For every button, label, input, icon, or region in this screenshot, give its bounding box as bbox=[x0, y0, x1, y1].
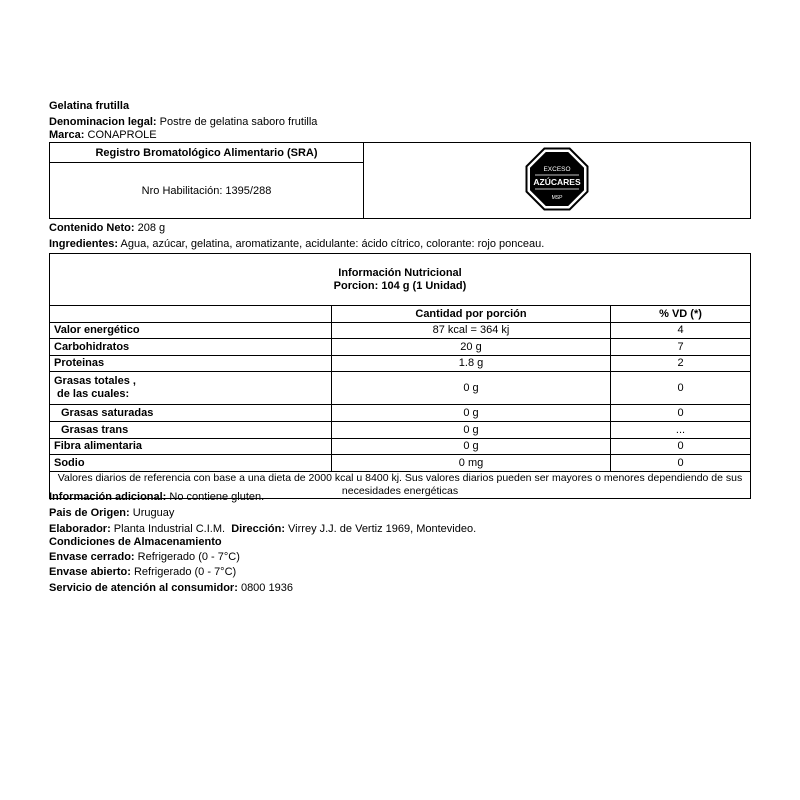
nutrition-header-cell bbox=[50, 254, 751, 306]
legal-name-value: Postre de gelatina saboro frutilla bbox=[156, 116, 318, 128]
origin-label: Pais de Origen: bbox=[49, 507, 130, 519]
registry-number: Nro Habilitación: 1395/288 bbox=[50, 163, 364, 219]
nutrient-qty: 0 mg bbox=[332, 455, 611, 472]
nutrition-portion: Porcion: 104 g (1 Unidad) bbox=[333, 279, 467, 292]
nutrient-qty: 0 g bbox=[332, 439, 611, 455]
table-row bbox=[50, 356, 751, 372]
additional-info-line bbox=[49, 491, 264, 504]
table-row bbox=[50, 422, 751, 439]
nutrient-vd: 0 bbox=[611, 372, 751, 405]
open-storage-line bbox=[49, 566, 236, 579]
open-storage-value: Refrigerado (0 - 7°C) bbox=[130, 566, 237, 578]
nutrient-vd: 2 bbox=[611, 356, 751, 372]
nutrition-footnote: Valores diarios de referencia con base a una dieta de 2000 kcal u 8400 kj. Sus valores diarios pueden ser mayores o menores dependiendo de sus necesidades energéticas bbox=[50, 472, 751, 499]
maker-label: Elaborador: bbox=[49, 523, 111, 535]
nutrient-name: Fibra alimentaria bbox=[50, 439, 332, 455]
table-row bbox=[50, 339, 751, 356]
table-row bbox=[50, 405, 751, 422]
nutrient-qty: 0 g bbox=[332, 372, 611, 405]
net-content-value: 208 g bbox=[134, 222, 166, 234]
registry-table bbox=[49, 142, 751, 219]
net-content-line bbox=[49, 222, 165, 235]
nutrient-name: Grasas saturadas bbox=[50, 405, 332, 422]
nutrition-empty-header bbox=[50, 306, 332, 323]
storage-title: Condiciones de Almacenamiento bbox=[49, 536, 222, 548]
nutrient-name: Proteinas bbox=[50, 356, 332, 372]
registry-title: Registro Bromatológico Alimentario (SRA) bbox=[50, 143, 364, 163]
table-row bbox=[50, 323, 751, 339]
nutrient-vd: 0 bbox=[611, 439, 751, 455]
origin-value: Uruguay bbox=[129, 507, 175, 519]
service-line bbox=[49, 582, 293, 595]
product-name: Gelatina frutilla bbox=[49, 100, 130, 112]
additional-info-label: Información adicional: bbox=[49, 491, 167, 503]
nutrition-table bbox=[49, 253, 751, 499]
nutrient-vd: 4 bbox=[611, 323, 751, 339]
exceso-azucares-seal-icon bbox=[364, 143, 750, 215]
vd-header: % VD (*) bbox=[611, 306, 751, 323]
nutrient-vd: 7 bbox=[611, 339, 751, 356]
legal-name-line bbox=[49, 116, 317, 129]
legal-name-label: Denominacion legal: bbox=[49, 116, 157, 128]
origin-line bbox=[49, 507, 174, 520]
seal-line3: MSP bbox=[551, 195, 563, 201]
net-content-label: Contenido Neto: bbox=[49, 222, 135, 234]
additional-info-value: No contiene gluten. bbox=[166, 491, 265, 503]
seal-line2: AZÚCARES bbox=[533, 177, 581, 187]
closed-storage-label: Envase cerrado: bbox=[49, 551, 135, 563]
nutrient-qty: 87 kcal = 364 kj bbox=[332, 323, 611, 339]
address-value: Virrey J.J. de Vertiz 1969, Montevideo. bbox=[284, 523, 477, 535]
service-label: Servicio de atención al consumidor: bbox=[49, 582, 238, 594]
open-storage-label: Envase abierto: bbox=[49, 566, 131, 578]
closed-storage-value: Refrigerado (0 - 7°C) bbox=[134, 551, 240, 563]
nutrient-qty: 0 g bbox=[332, 405, 611, 422]
nutrient-name-sub: de las cuales: bbox=[57, 388, 130, 400]
table-row bbox=[50, 439, 751, 455]
brand-value: CONAPROLE bbox=[84, 129, 157, 141]
nutrient-name: Grasas trans bbox=[50, 422, 332, 439]
nutrient-name: Sodio bbox=[50, 455, 332, 472]
maker-value: Planta Industrial C.I.M. bbox=[110, 523, 226, 535]
brand-line bbox=[49, 129, 157, 142]
nutrient-vd: 0 bbox=[611, 455, 751, 472]
nutrient-vd: ... bbox=[611, 422, 751, 439]
seal-line1: EXCESO bbox=[543, 166, 571, 173]
seal-cell bbox=[364, 143, 751, 219]
nutrition-title: Información Nutricional bbox=[338, 266, 462, 279]
ingredients-label: Ingredientes: bbox=[49, 238, 119, 250]
address-label: Dirección: bbox=[231, 523, 285, 535]
closed-storage-line bbox=[49, 551, 240, 564]
ingredients-value: Agua, azúcar, gelatina, aromatizante, acidulante: ácido cítrico, colorante: rojo ponceau. bbox=[118, 238, 545, 250]
nutrient-name: Valor energético bbox=[50, 323, 332, 339]
table-row bbox=[50, 372, 751, 405]
nutrient-qty: 0 g bbox=[332, 422, 611, 439]
service-value: 0800 1936 bbox=[237, 582, 293, 594]
qty-header: Cantidad por porción bbox=[332, 306, 611, 323]
nutrient-qty: 1.8 g bbox=[332, 356, 611, 372]
nutrient-name: Grasas totales , bbox=[54, 375, 136, 387]
maker-line bbox=[49, 523, 476, 536]
brand-label: Marca: bbox=[49, 129, 85, 141]
nutrient-name: Carbohidratos bbox=[50, 339, 332, 356]
nutrient-name-cell bbox=[50, 372, 332, 405]
ingredients-line bbox=[49, 238, 544, 251]
table-row bbox=[50, 455, 751, 472]
nutrient-qty: 20 g bbox=[332, 339, 611, 356]
nutrient-vd: 0 bbox=[611, 405, 751, 422]
